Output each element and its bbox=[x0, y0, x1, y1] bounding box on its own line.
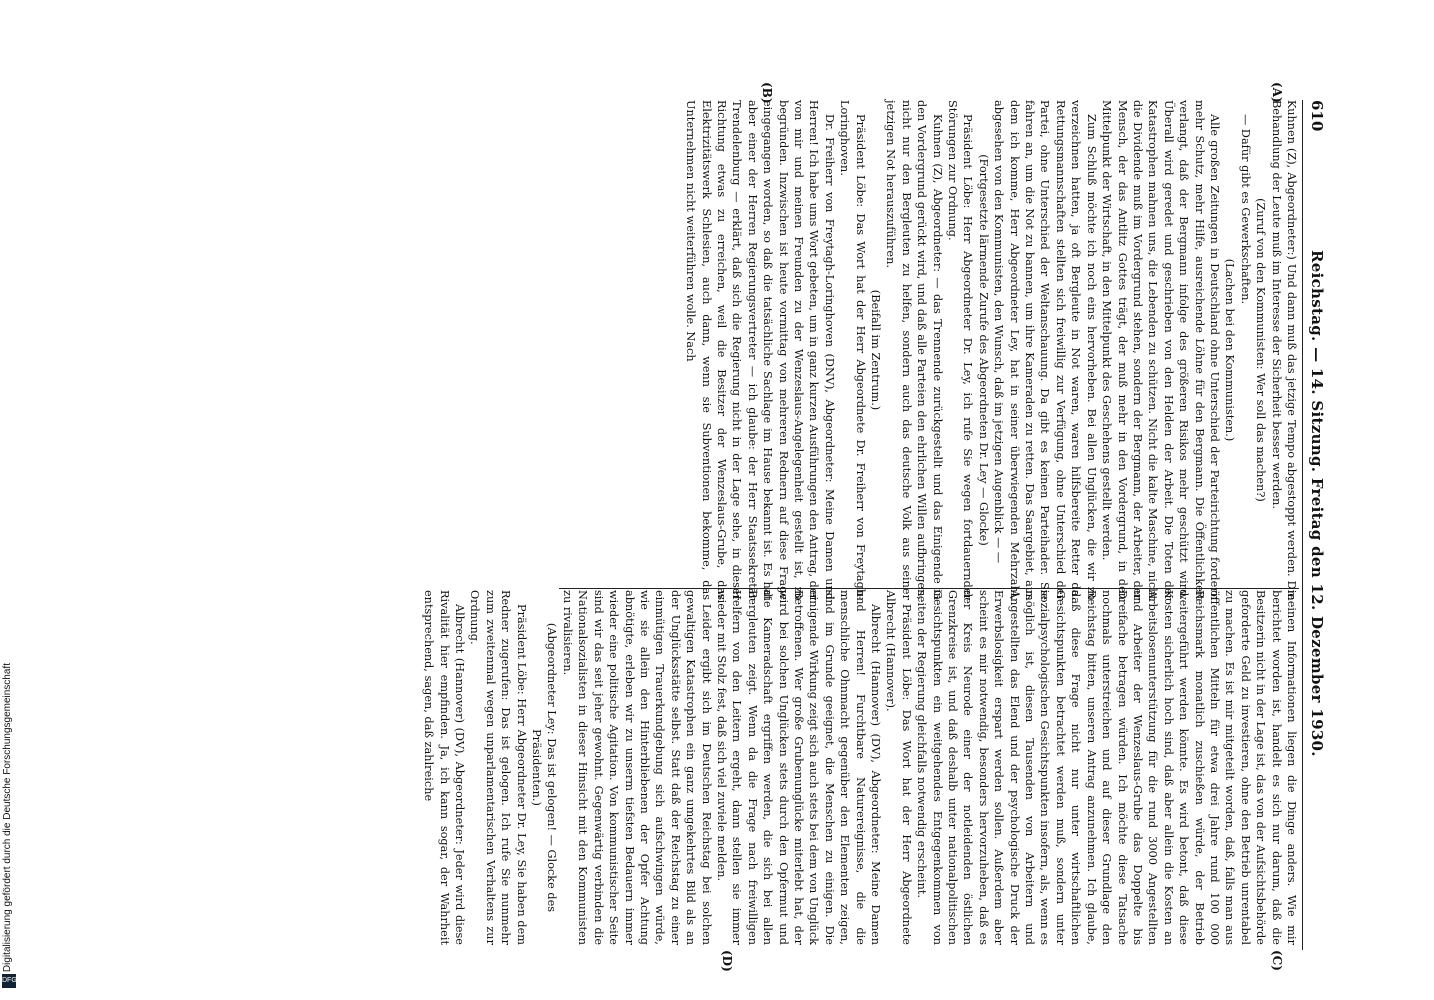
paragraph: — Dafür gibt es Gewerkschaften. bbox=[1238, 114, 1252, 305]
running-header bbox=[1302, 100, 1326, 980]
margin-mark-b: (B) bbox=[760, 82, 774, 104]
page-number: 610 bbox=[1308, 100, 1326, 132]
margin-mark-d: (D) bbox=[720, 950, 734, 972]
right-column bbox=[421, 590, 1299, 945]
paragraph: Zum Schluß möchte ich noch eins hervorheben. Bei allen Unglücken, die wir zu verzeichnen hatten, ja oft Bergleute in Not waren, waren hilfsbereite Retter da. Rettungsmannschaften stellten sich freiwillig zur Verfügung, ohne Unterschied der Partei, ohne Unterschied der Weltanschauung. Da gibt es keinen Parteihader. Sie fahren an, um die Not zu bannen, um ihre Kameraden zu retten. Das Saargebiet, aus dem ich komme, Herr Abgeordneter Ley, hat in seiner überwiegenden Mehrzahl, abgesehen von den Kommunisten, den Wunsch, daß im jetzigen Augenblick — — bbox=[992, 100, 1098, 600]
paragraph: Kuhnen (Z), Abgeordneter: — das Trennende zurückgestellt und das Einigende in den Vordergrund gerückt wird, und daß alle Parteien den ehrlichen Willen aufbringen, nicht nur den Bergleuten zu helfen, sondern auch das deutsche Volk aus seiner jetzigen Not herauszuführen. bbox=[884, 100, 944, 600]
interjection: (Abgeordneter Ley: Das ist gelogen! — Glocke des Präsidenten.) bbox=[530, 622, 559, 913]
header-rule bbox=[1302, 100, 1303, 950]
paragraph: Alle großen Zeitungen in Deutschland ohne Unterschied der Parteirichtung fordern mehr Schutz, mehr Hilfe, ausreichende Löhne für den Bergmann. Die Öffentlichkeit verlangt, daß der Bergmann infolge des größeren Risikos mehr geschützt wird. Überall wird geredet und geschrieben von den Helden der Arbeit. Die Toten der Katastrophen mahnen uns, die Lebenden zu schützen. Nicht die kalte Maschine, nicht die Dividende muß im Vordergrund stehen, sondern der Bergmann, der Arbeiter, der Mensch, der das Antlitz Gottes trägt, der muß mehr in den Vordergrund, in den Mittelpunkt der Wirtschaft, in den Mittelpunkt des Geschehens gestellt werden. bbox=[1100, 100, 1221, 600]
paragraph: Albrecht (Hannover) (DV), Abgeordneter: Jeder wird diese Rivalität hier empfinden. Ja, ich kann sogar, der Wahrheit entsprechend, sagen, daß zahlreiche bbox=[422, 590, 467, 945]
paragraph: Albrecht (Hannover) (DV), Abgeordneter: Meine Damen und Herren! Furchtbare Naturereignisse, die die menschliche Ohnmacht gegenüber den Elementen zeigen, sind im Grunde geeignet, die Menschen zu einigen. Die einigende Wirkung zeigt sich auch stets bei dem von Unglück Betroffenen. Wer große Grubenunglücke miterlebt hat, der wird bei solchen Unglücken stets durch den Opfermut und die Kameradschaft ergriffen werden, die sich bei allen Bergleuten zeigt. Wenn da die Frage nach freiwilligen Helfern von den Leitern ergeht, dann stellen sie immer wieder mit Stolz fest, daß sich viel zuviele melden. bbox=[714, 590, 883, 945]
margin-mark-a: (A) bbox=[1270, 82, 1284, 103]
interjection: (Beifall im Zentrum.) bbox=[869, 289, 883, 411]
interjection: (Lachen bei den Kommunisten.) bbox=[1223, 258, 1237, 442]
left-column bbox=[683, 100, 1299, 600]
paragraph: Präsident Löbe: Das Wort hat der Herr Abgeordnete Dr. Freiherr von Freytagh-Loringhoven. bbox=[838, 100, 867, 600]
paragraph: Dr. Freiherr von Freytagh-Loringhoven (DNV), Abgeordneter: Meine Damen und Herren! Ich habe ums Wort gebeten, um in ganz kurzen Ausführungen den Antrag, der von mir und meinen Freunden zu der Wenzeslaus-Angelegenheit gestellt ist, zu begründen. Inzwischen ist heute vormittag von mehreren Rednern auf diese Frage eingegangen worden, so daß die tatsächliche Sachlage im Hause bekannt ist. Es hat aber einer der Herren Regierungsvertreter — ich glaube: der Herr Staatssekretär Trendelenburg — erklärt, daß sich die Regierung nicht in der Lage sehe, in dieser Richtung etwas zu erreichen, weil die Besitzer der Wenzeslaus-Grube, das Elektrizitätswerk Schlesien, auch dann, wenn sie Subventionen bekomme, das Unternehmen nicht weiterführen wolle. Nach bbox=[684, 100, 836, 600]
paragraph: meinen Informationen liegen die Dinge anders. Wie mir berichtet worden ist, handelt es sich nur darum, daß die Besitzerin nicht in der Lage ist, das von der Aufsichtsbehörde geforderte Geld zu investieren, ohne den Betrieb unrentabel zu machen. Es ist mir mitgeteilt worden, daß, falls man aus öffentlichen Mitteln für etwa drei Jahre rund 100 000 Reichsmark monatlich zuschießen würde, der Betrieb weitergeführt werden könnte. Es wird betont, daß diese Kosten sicherlich hoch sind, daß aber allein die Kosten an Arbeitslosenunterstützung für die rund 3000 Angestellten und Arbeiter der Wenzeslaus-Grube das Doppelte bis Dreifache betragen würden. Ich möchte diese Tatsache nochmals unterstreichen und auf dieser Grundlage den Reichstag bitten, unseren Antrag anzunehmen. Ich glaube, daß diese Frage nicht nur unter wirtschaftlichen Gesichtspunkten betrachtet werden muß, sondern unter sozialpsychologischen Gesichtspunkten insofern, als, wenn es möglich ist, diesen Tausenden von Arbeitern und Angestellten das Elend und der psychologische Druck der Erwerbslosigkeit erspart werden sollen. Außerdem aber scheint es mir notwendig, besonders hervorzuheben, daß es der Kreis Neurode einer der notleidenden östlichen Grenzkreise ist, und daß deshalb unter nationalpolitischen Gesichtspunkten ein weitgehendes Entgegenkommen von seiten der Regierung gleichfalls notwendig erscheint. bbox=[915, 590, 1298, 945]
footer-text: Digitalisierung gefördert durch die Deutsche Forschungsgemeinschaft bbox=[2, 662, 13, 972]
paragraph: Präsident Löbe: Herr Abgeordneter Dr. Ley, Sie haben dem Redner zugerufen: Das ist gelogen. Ich rufe Sie nunmehr zum zweitenmal wegen unparlamentarischen Verhaltens zur Ordnung. bbox=[468, 590, 528, 945]
margin-mark-c: (C) bbox=[1270, 950, 1284, 971]
interjection: (Fortgesetzte lärmende Zurufe des Abgeordneten Dr. Ley — Glocke) bbox=[976, 154, 990, 546]
paragraph: Leider ergibt sich im Deutschen Reichstag bei solchen gewaltigen Katastrophen ein ganz umgekehrtes Bild als an der Unglücksstätte selbst. Statt daß der Reichstag zu einer einmütigen Trauerkundgebung sich aufschwingen würde, wie sie allein den Hinterbliebenen der Opfer Achtung abnötigte, erleben wir zu unserm tiefsten Bedauern immer wieder eine politische Agitation. Von kommunistischer Seite sind wir das seit jeher gewohnt. Gegenwärtig verbinden die Nationalsozialisten in dieser Hinsicht mit den Kommunisten zu rivalisieren. bbox=[560, 590, 713, 945]
paragraph: Präsident Löbe: Das Wort hat der Herr Abgeordnete Albrecht (Hannover). bbox=[884, 590, 913, 945]
header-title: Reichstag. — 14. Sitzung. Freitag den 12. Dezember 1930. bbox=[1308, 250, 1326, 757]
paragraph: Präsident Löbe: Herr Abgeordneter Dr. Ley, ich rufe Sie wegen fortdauernder Störungen zur Ordnung. bbox=[946, 100, 975, 600]
interjection: (Zuruf von den Kommunisten: Wer soll das machen?) bbox=[1254, 198, 1268, 502]
paragraph: Kuhnen (Z), Abgeordneter:) Und dann muß das jetzige Tempo abgestoppt werden. Die Behandlung der Leute muß im Interesse der Sicherheit besser werden. bbox=[1269, 100, 1298, 600]
dfg-logo-icon: DFG bbox=[2, 974, 16, 988]
